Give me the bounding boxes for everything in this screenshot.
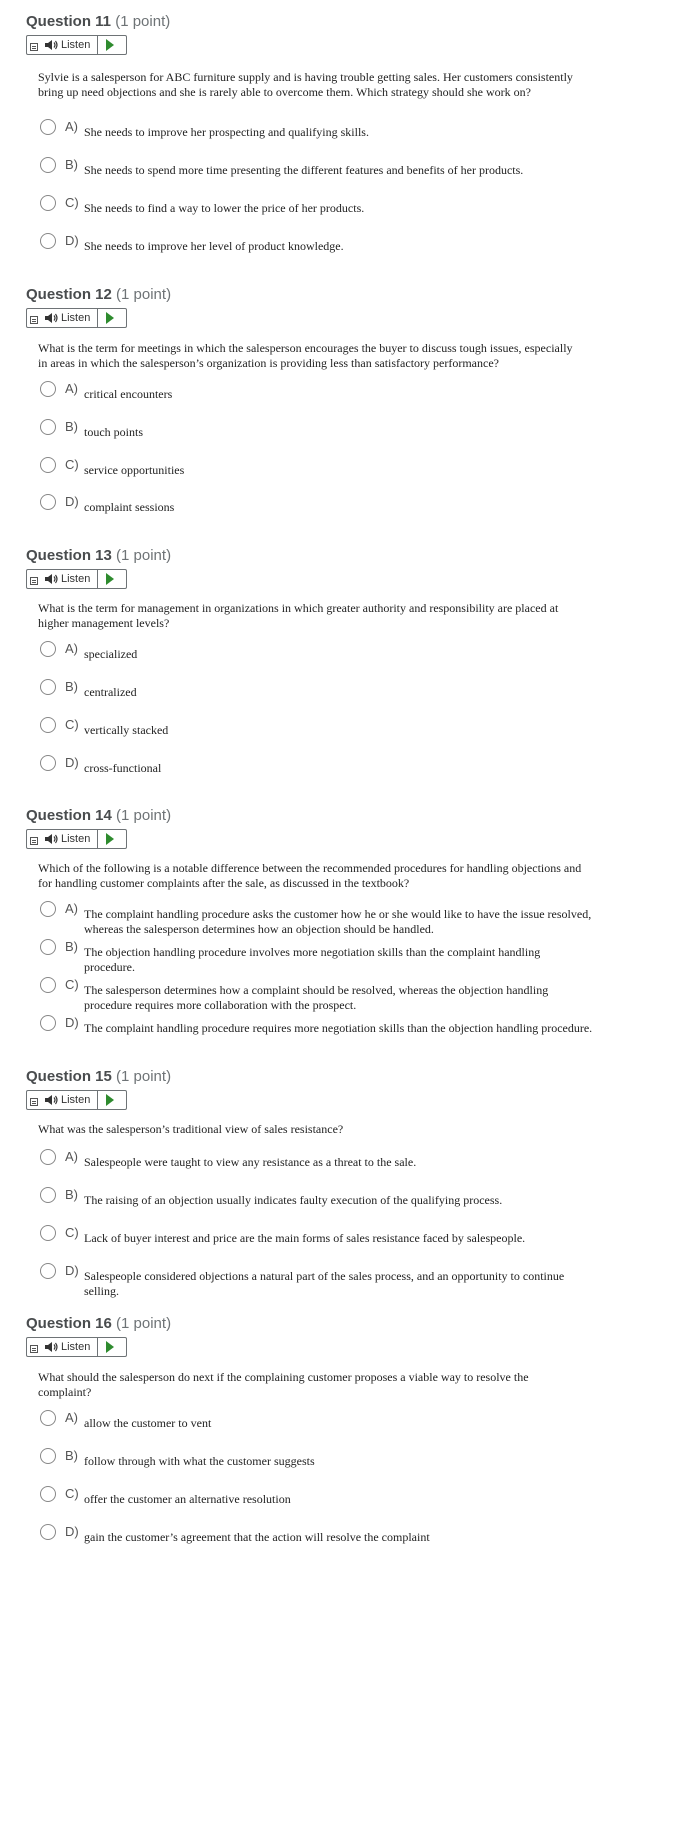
option-text: She needs to improve her level of product knowledge.	[84, 239, 344, 253]
answer-option[interactable]	[40, 119, 600, 149]
option-letter: B)	[65, 419, 78, 434]
listen-button[interactable]	[26, 829, 127, 849]
speaker-icon	[44, 1341, 58, 1353]
radio-button[interactable]	[40, 233, 56, 249]
option-text: The raising of an objection usually indicates faulty execution of the qualifying process.	[84, 1193, 503, 1207]
option-text: gain the customer’s agreement that the action will resolve the complaint	[84, 1530, 430, 1544]
radio-button[interactable]	[40, 457, 56, 473]
answer-option[interactable]	[40, 1263, 600, 1298]
question-stem: What is the term for management in organizations in which greater authority and responsibility are placed at higher management levels?	[38, 601, 559, 630]
question-block	[0, 806, 680, 1045]
menu-icon[interactable]	[30, 1098, 38, 1106]
answer-option[interactable]	[40, 939, 600, 974]
listen-label: Listen	[61, 1341, 91, 1353]
listen-button[interactable]	[26, 1337, 127, 1357]
option-text: specialized	[84, 647, 138, 661]
play-icon[interactable]	[106, 312, 114, 324]
listen-label: Listen	[61, 833, 91, 845]
option-text: critical encounters	[84, 387, 173, 401]
option-letter: C)	[65, 977, 79, 992]
listen-label: Listen	[61, 312, 91, 324]
question-title	[26, 12, 170, 32]
option-text: Salespeople considered objections a natural part of the sales process, and an opportunity to continue selling.	[84, 1269, 565, 1298]
question-number: Question 13	[26, 547, 112, 564]
option-text: Salespeople were taught to view any resistance as a threat to the sale.	[84, 1155, 417, 1169]
option-letter: C)	[65, 195, 79, 210]
radio-button[interactable]	[40, 494, 56, 510]
radio-button[interactable]	[40, 1524, 56, 1540]
question-points: (1 point)	[116, 286, 172, 303]
option-text: centralized	[84, 685, 137, 699]
play-icon[interactable]	[106, 39, 114, 51]
speaker-icon	[44, 312, 58, 324]
question-points: (1 point)	[116, 807, 172, 824]
play-icon[interactable]	[106, 833, 114, 845]
radio-button[interactable]	[40, 1410, 56, 1426]
answer-option[interactable]	[40, 977, 600, 1012]
listen-label: Listen	[61, 1094, 91, 1106]
question-points: (1 point)	[115, 13, 171, 30]
question-points: (1 point)	[116, 1068, 172, 1085]
answer-option[interactable]	[40, 457, 600, 487]
question-number: Question 14	[26, 807, 112, 824]
listen-divider	[97, 830, 98, 848]
listen-label: Listen	[61, 39, 91, 51]
option-text: The salesperson determines how a complaint should be resolved, whereas the objection handling procedure requires more collaboration with the prospect.	[84, 983, 549, 1012]
option-letter: B)	[65, 679, 78, 694]
menu-icon[interactable]	[30, 1345, 38, 1353]
radio-button[interactable]	[40, 1486, 56, 1502]
answer-option[interactable]	[40, 381, 600, 411]
question-stem: What is the term for meetings in which the salesperson encourages the buyer to discuss tough issues, especially in areas in which the salesperson’s organization is providing less than satisfactory performance?	[38, 341, 573, 370]
option-letter: A)	[65, 119, 78, 134]
radio-button[interactable]	[40, 679, 56, 695]
option-text: complaint sessions	[84, 500, 175, 514]
question-number: Question 12	[26, 286, 112, 303]
listen-button[interactable]	[26, 569, 127, 589]
speaker-icon	[44, 833, 58, 845]
option-letter: B)	[65, 1187, 78, 1202]
answer-option[interactable]	[40, 1410, 600, 1440]
answer-option[interactable]	[40, 1015, 600, 1045]
option-letter: D)	[65, 233, 79, 248]
answer-option[interactable]	[40, 1448, 600, 1478]
question-number: Question 11	[26, 13, 112, 30]
answer-option[interactable]	[40, 717, 600, 747]
radio-button[interactable]	[40, 1149, 56, 1165]
radio-button[interactable]	[40, 1263, 56, 1279]
menu-icon[interactable]	[30, 316, 38, 324]
option-text: service opportunities	[84, 463, 185, 477]
option-letter: D)	[65, 1015, 79, 1030]
question-stem: What was the salesperson’s traditional view of sales resistance?	[38, 1122, 344, 1136]
option-letter: D)	[65, 755, 79, 770]
answer-option[interactable]	[40, 1187, 600, 1217]
listen-label: Listen	[61, 573, 91, 585]
question-points: (1 point)	[116, 1315, 172, 1332]
question-title	[26, 1314, 171, 1334]
question-title	[26, 806, 171, 826]
option-letter: D)	[65, 1524, 79, 1539]
option-text: Lack of buyer interest and price are the main forms of sales resistance faced by salespeople.	[84, 1231, 526, 1245]
option-text: The complaint handling procedure asks the customer how he or she would like to have the issue resolved, whereas the salesperson determines how an objection should be handled.	[84, 907, 592, 936]
question-number: Question 16	[26, 1315, 112, 1332]
menu-icon[interactable]	[30, 43, 38, 51]
play-icon[interactable]	[106, 573, 114, 585]
question-block	[0, 546, 680, 785]
answer-option[interactable]	[40, 641, 600, 671]
answer-option[interactable]	[40, 1486, 600, 1516]
answer-option[interactable]	[40, 1524, 600, 1554]
option-text: The complaint handling procedure requires more negotiation skills than the objection handling procedure.	[84, 1021, 593, 1035]
question-stem: Which of the following is a notable difference between the recommended procedures for handling objections and for handling customer complaints after the sale, as discussed in the textbook?	[38, 861, 582, 890]
radio-button[interactable]	[40, 1448, 56, 1464]
option-letter: D)	[65, 494, 79, 509]
option-letter: D)	[65, 1263, 79, 1278]
option-text: She needs to spend more time presenting the different features and benefits of her products.	[84, 163, 524, 177]
option-text: The objection handling procedure involves more negotiation skills than the complaint handling procedure.	[84, 945, 541, 974]
speaker-icon	[44, 573, 58, 585]
menu-icon[interactable]	[30, 837, 38, 845]
radio-button[interactable]	[40, 1225, 56, 1241]
listen-divider	[97, 570, 98, 588]
option-text: touch points	[84, 425, 143, 439]
option-letter: A)	[65, 381, 78, 396]
question-stem: Sylvie is a salesperson for ABC furniture supply and is having trouble getting sales. Her customers consistently bring up need objections and she is rarely able to overcome them. Which strategy should she work on?	[38, 70, 573, 99]
listen-divider	[97, 309, 98, 327]
radio-button[interactable]	[40, 939, 56, 955]
option-letter: C)	[65, 1486, 79, 1501]
answer-option[interactable]	[40, 494, 600, 524]
answer-option[interactable]	[40, 157, 600, 187]
answer-option[interactable]	[40, 1149, 600, 1179]
radio-button[interactable]	[40, 119, 56, 135]
option-text: allow the customer to vent	[84, 1416, 212, 1430]
listen-button[interactable]	[26, 1090, 127, 1110]
question-title	[26, 285, 171, 305]
answer-option[interactable]	[40, 1225, 600, 1255]
option-text: She needs to find a way to lower the price of her products.	[84, 201, 365, 215]
option-letter: B)	[65, 157, 78, 172]
question-stem: What should the salesperson do next if the complaining customer proposes a viable way to resolve the complaint?	[38, 1370, 529, 1399]
answer-option[interactable]	[40, 901, 600, 936]
option-letter: A)	[65, 1410, 78, 1425]
option-text: She needs to improve her prospecting and qualifying skills.	[84, 125, 369, 139]
option-text: offer the customer an alternative resolution	[84, 1492, 291, 1506]
radio-button[interactable]	[40, 641, 56, 657]
option-letter: B)	[65, 1448, 78, 1463]
radio-button[interactable]	[40, 419, 56, 435]
question-block	[0, 1067, 680, 1298]
answer-option[interactable]	[40, 195, 600, 225]
option-text: cross-functional	[84, 761, 162, 775]
question-title	[26, 1067, 171, 1087]
speaker-icon	[44, 39, 58, 51]
menu-icon[interactable]	[30, 577, 38, 585]
answer-option[interactable]	[40, 679, 600, 709]
radio-button[interactable]	[40, 977, 56, 993]
question-block	[0, 285, 680, 524]
answer-option[interactable]	[40, 419, 600, 449]
radio-button[interactable]	[40, 157, 56, 173]
option-letter: B)	[65, 939, 78, 954]
listen-divider	[97, 1338, 98, 1356]
option-text: follow through with what the customer suggests	[84, 1454, 315, 1468]
option-letter: A)	[65, 901, 78, 916]
question-title	[26, 546, 171, 566]
listen-divider	[97, 36, 98, 54]
answer-option[interactable]	[40, 755, 600, 785]
speaker-icon	[44, 1094, 58, 1106]
question-number: Question 15	[26, 1068, 112, 1085]
option-letter: A)	[65, 1149, 78, 1164]
listen-divider	[97, 1091, 98, 1109]
radio-button[interactable]	[40, 381, 56, 397]
listen-button[interactable]	[26, 308, 127, 328]
play-icon[interactable]	[106, 1094, 114, 1106]
option-letter: A)	[65, 641, 78, 656]
option-text: vertically stacked	[84, 723, 169, 737]
question-block	[0, 12, 680, 263]
option-letter: C)	[65, 457, 79, 472]
listen-button[interactable]	[26, 35, 127, 55]
radio-button[interactable]	[40, 1187, 56, 1203]
radio-button[interactable]	[40, 901, 56, 917]
radio-button[interactable]	[40, 755, 56, 771]
option-letter: C)	[65, 717, 79, 732]
radio-button[interactable]	[40, 195, 56, 211]
question-block	[0, 1314, 680, 1554]
question-points: (1 point)	[116, 547, 172, 564]
play-icon[interactable]	[106, 1341, 114, 1353]
answer-option[interactable]	[40, 233, 600, 263]
radio-button[interactable]	[40, 1015, 56, 1031]
radio-button[interactable]	[40, 717, 56, 733]
option-letter: C)	[65, 1225, 79, 1240]
